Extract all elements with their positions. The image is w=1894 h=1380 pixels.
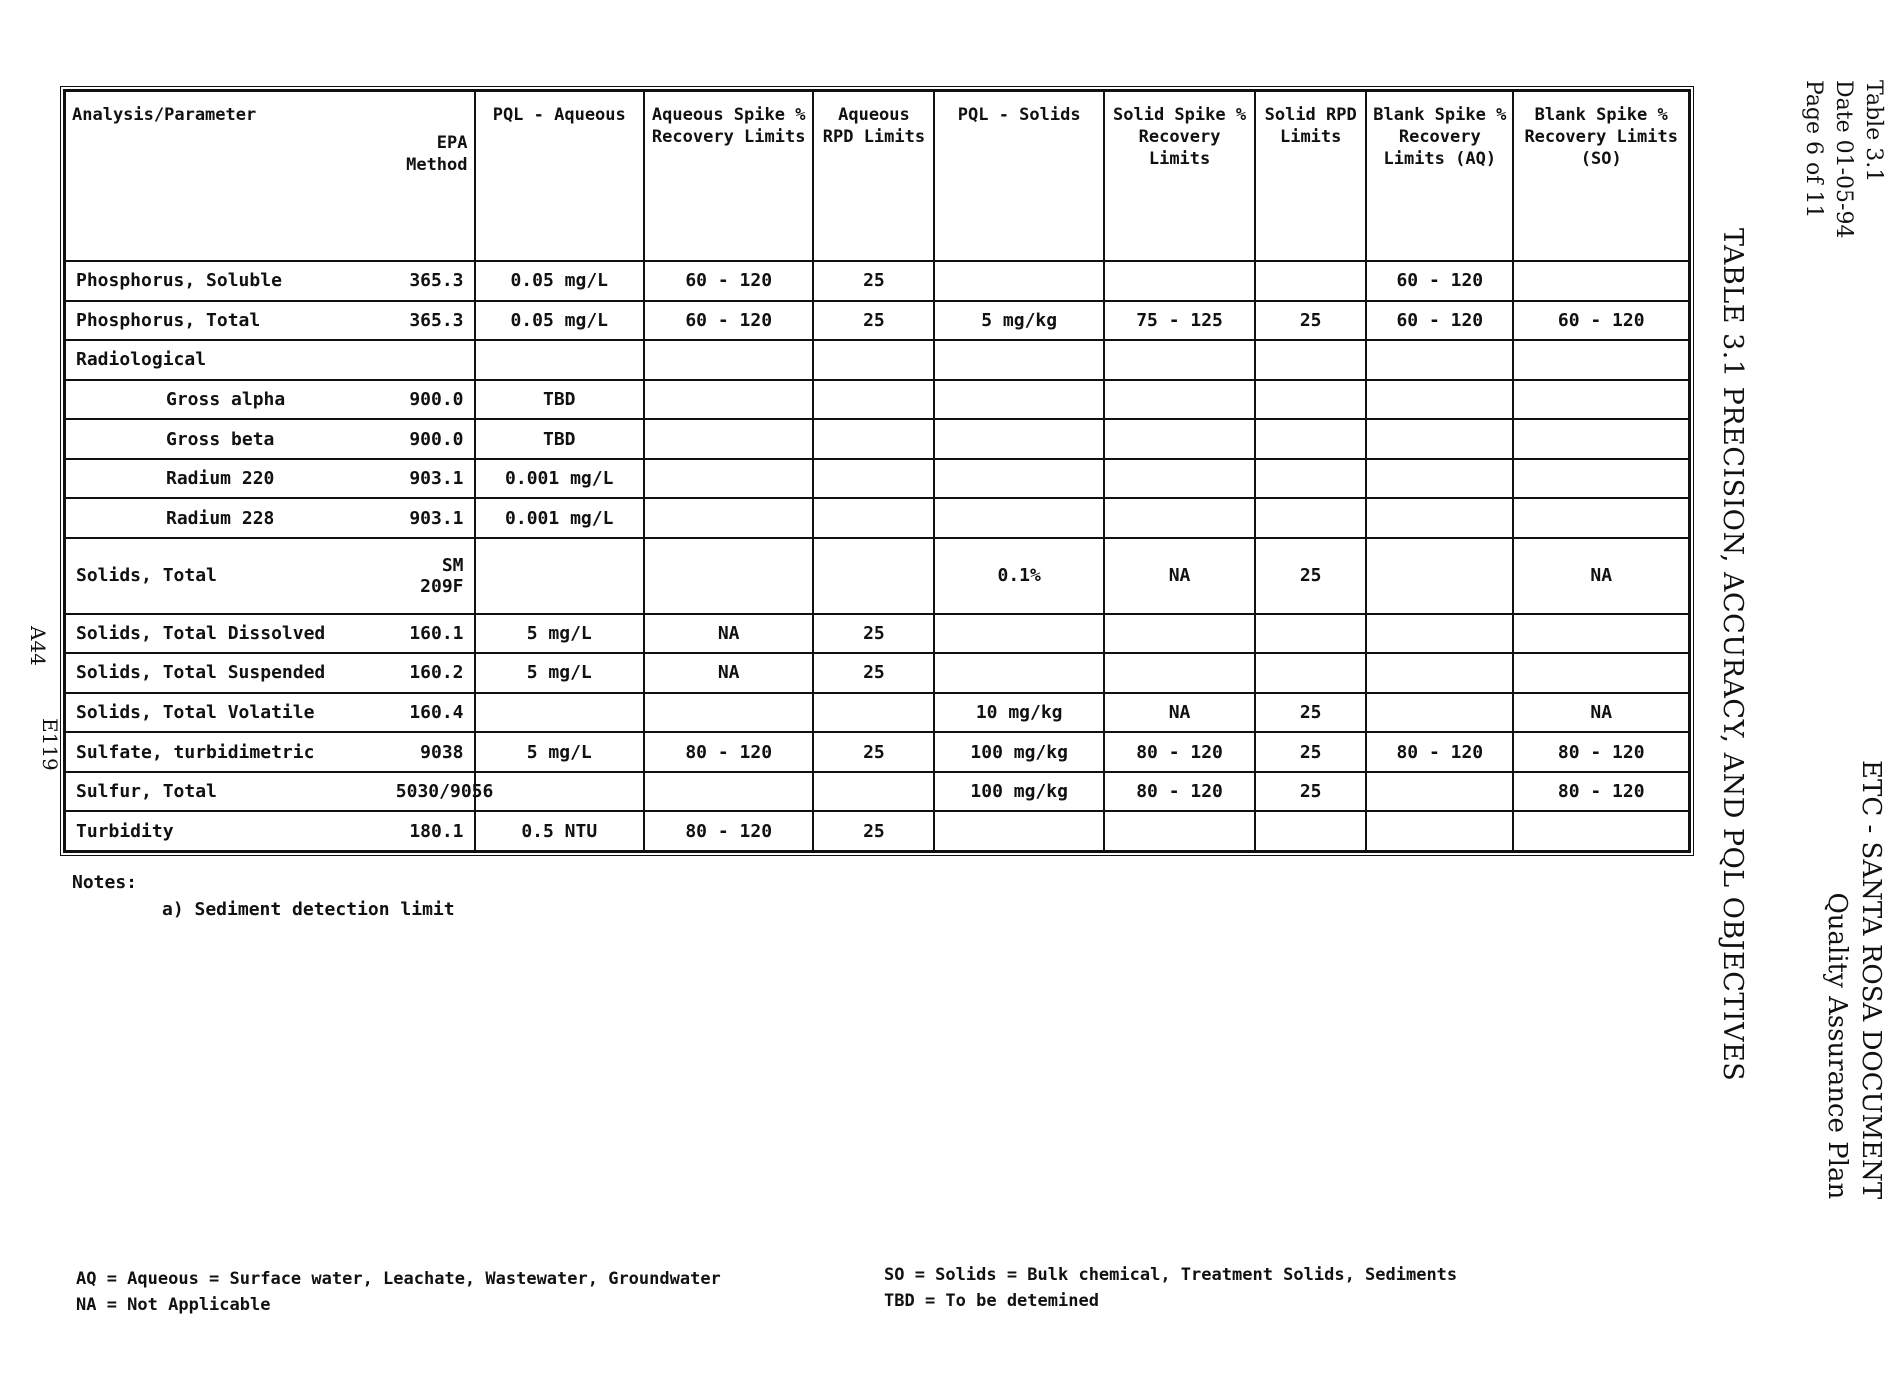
value-cell bbox=[1366, 419, 1513, 459]
value-cell: TBD bbox=[475, 419, 644, 459]
value-cell bbox=[813, 340, 934, 380]
document-subtitle: Quality Assurance Plan bbox=[1822, 892, 1852, 1200]
value-cell bbox=[813, 538, 934, 614]
parameter-name-cell: Solids, Total Dissolved bbox=[65, 614, 390, 654]
value-cell bbox=[1366, 340, 1513, 380]
table-title: TABLE 3.1 PRECISION, ACCURACY, AND PQL OBJECTIVES bbox=[1717, 228, 1748, 1082]
value-cell bbox=[934, 653, 1103, 693]
value-cell: 80 - 120 bbox=[1513, 772, 1689, 812]
value-cell: 25 bbox=[1255, 693, 1366, 733]
value-cell: 25 bbox=[813, 732, 934, 772]
parameter-name-cell: Solids, Total Volatile bbox=[65, 693, 390, 733]
notes-section bbox=[72, 872, 455, 920]
value-cell bbox=[1513, 459, 1689, 499]
parameter-name-cell: Solids, Total bbox=[65, 538, 390, 614]
value-cell bbox=[1513, 261, 1689, 301]
parameter-name-cell: Gross alpha bbox=[65, 380, 390, 420]
value-cell bbox=[1513, 419, 1689, 459]
document-title-block bbox=[1820, 760, 1888, 1199]
value-cell bbox=[1366, 653, 1513, 693]
table-row bbox=[65, 614, 1689, 654]
epa-method-cell: SM 209F bbox=[390, 538, 475, 614]
parameter-name-cell: Turbidity bbox=[65, 811, 390, 851]
parameter-name-cell: Sulfate, turbidimetric bbox=[65, 732, 390, 772]
table-row bbox=[65, 693, 1689, 733]
legend-so: SO = Solids = Bulk chemical, Treatment Solids, Sediments bbox=[884, 1265, 1458, 1285]
table-row bbox=[65, 340, 1689, 380]
value-cell bbox=[934, 380, 1103, 420]
parameter-name-cell: Radium 228 bbox=[65, 498, 390, 538]
value-cell bbox=[1104, 261, 1255, 301]
col-header-aqueous-rpd: Aqueous RPD Limits bbox=[813, 91, 934, 261]
value-cell bbox=[1255, 653, 1366, 693]
value-cell: 60 - 120 bbox=[1366, 261, 1513, 301]
value-cell: 0.5 NTU bbox=[475, 811, 644, 851]
value-cell bbox=[1366, 693, 1513, 733]
margin-code-a: A44 bbox=[26, 626, 50, 666]
value-cell bbox=[1513, 653, 1689, 693]
value-cell bbox=[644, 538, 813, 614]
value-cell: 60 - 120 bbox=[644, 301, 813, 341]
value-cell: 80 - 120 bbox=[1104, 732, 1255, 772]
value-cell: 60 - 120 bbox=[1366, 301, 1513, 341]
epa-method-cell: 903.1 bbox=[390, 459, 475, 499]
value-cell: 25 bbox=[813, 301, 934, 341]
value-cell bbox=[1104, 811, 1255, 851]
parameter-name-cell: Sulfur, Total bbox=[65, 772, 390, 812]
value-cell: TBD bbox=[475, 380, 644, 420]
value-cell bbox=[813, 693, 934, 733]
value-cell: 0.001 mg/L bbox=[475, 459, 644, 499]
value-cell bbox=[1255, 498, 1366, 538]
value-cell bbox=[644, 693, 813, 733]
value-cell bbox=[644, 772, 813, 812]
value-cell bbox=[1366, 459, 1513, 499]
epa-method-cell bbox=[390, 340, 475, 380]
table-row bbox=[65, 261, 1689, 301]
value-cell bbox=[1104, 653, 1255, 693]
value-cell bbox=[475, 772, 644, 812]
value-cell: 80 - 120 bbox=[1366, 732, 1513, 772]
col-header-parameter: Analysis/Parameter bbox=[65, 91, 390, 261]
value-cell: NA bbox=[644, 614, 813, 654]
epa-method-cell: 365.3 bbox=[390, 301, 475, 341]
value-cell bbox=[1513, 380, 1689, 420]
value-cell bbox=[934, 498, 1103, 538]
epa-method-cell: 160.4 bbox=[390, 693, 475, 733]
parameter-name-cell: Radiological bbox=[65, 340, 390, 380]
value-cell bbox=[1255, 811, 1366, 851]
epa-method-cell: 900.0 bbox=[390, 380, 475, 420]
value-cell bbox=[475, 693, 644, 733]
value-cell: 25 bbox=[813, 811, 934, 851]
value-cell: NA bbox=[1104, 693, 1255, 733]
legend-right bbox=[884, 1262, 1457, 1314]
value-cell: 80 - 120 bbox=[1513, 732, 1689, 772]
table-number: Table 3.1 bbox=[1861, 80, 1886, 183]
table-row bbox=[65, 772, 1689, 812]
value-cell bbox=[644, 380, 813, 420]
col-header-blank-spike-aq: Blank Spike % Recovery Limits (AQ) bbox=[1366, 91, 1513, 261]
value-cell: 5 mg/L bbox=[475, 653, 644, 693]
value-cell bbox=[934, 419, 1103, 459]
epa-method-cell: 900.0 bbox=[390, 419, 475, 459]
table-row bbox=[65, 380, 1689, 420]
value-cell: 0.001 mg/L bbox=[475, 498, 644, 538]
value-cell: 25 bbox=[1255, 732, 1366, 772]
value-cell bbox=[934, 614, 1103, 654]
value-cell: 5 mg/L bbox=[475, 732, 644, 772]
value-cell bbox=[1513, 614, 1689, 654]
legend-left bbox=[76, 1266, 721, 1318]
parameter-name-cell: Phosphorus, Soluble bbox=[65, 261, 390, 301]
value-cell: 60 - 120 bbox=[644, 261, 813, 301]
margin-code-b: E119 bbox=[38, 718, 62, 771]
col-header-pql-solids: PQL - Solids bbox=[934, 91, 1103, 261]
document-date: Date 01-05-94 bbox=[1831, 80, 1856, 239]
value-cell bbox=[1104, 459, 1255, 499]
value-cell: 25 bbox=[1255, 301, 1366, 341]
table-row bbox=[65, 653, 1689, 693]
value-cell: 25 bbox=[1255, 772, 1366, 812]
value-cell: 5 mg/kg bbox=[934, 301, 1103, 341]
table-row bbox=[65, 419, 1689, 459]
value-cell bbox=[475, 340, 644, 380]
value-cell: 75 - 125 bbox=[1104, 301, 1255, 341]
value-cell bbox=[934, 811, 1103, 851]
value-cell bbox=[1104, 380, 1255, 420]
value-cell bbox=[1513, 811, 1689, 851]
epa-method-cell: 160.1 bbox=[390, 614, 475, 654]
value-cell: 100 mg/kg bbox=[934, 732, 1103, 772]
value-cell bbox=[1513, 340, 1689, 380]
table-header-row bbox=[65, 91, 1689, 261]
value-cell bbox=[1104, 340, 1255, 380]
value-cell bbox=[1104, 498, 1255, 538]
value-cell bbox=[934, 459, 1103, 499]
value-cell bbox=[1366, 811, 1513, 851]
value-cell bbox=[1366, 772, 1513, 812]
parameter-name-cell: Radium 220 bbox=[65, 459, 390, 499]
value-cell bbox=[934, 340, 1103, 380]
value-cell bbox=[644, 459, 813, 499]
value-cell bbox=[1366, 498, 1513, 538]
value-cell bbox=[1366, 538, 1513, 614]
value-cell: 5 mg/L bbox=[475, 614, 644, 654]
col-header-aqueous-spike: Aqueous Spike % Recovery Limits bbox=[644, 91, 813, 261]
value-cell: 0.05 mg/L bbox=[475, 301, 644, 341]
col-header-epa-method: EPA Method bbox=[390, 91, 475, 261]
value-cell: 80 - 120 bbox=[644, 811, 813, 851]
value-cell: 25 bbox=[813, 261, 934, 301]
col-header-blank-spike-so: Blank Spike % Recovery Limits (SO) bbox=[1513, 91, 1689, 261]
table-row bbox=[65, 498, 1689, 538]
parameter-name-cell: Solids, Total Suspended bbox=[65, 653, 390, 693]
value-cell bbox=[934, 261, 1103, 301]
value-cell: 10 mg/kg bbox=[934, 693, 1103, 733]
value-cell bbox=[1255, 340, 1366, 380]
value-cell: NA bbox=[644, 653, 813, 693]
legend-na: NA = Not Applicable bbox=[76, 1295, 271, 1315]
value-cell bbox=[1513, 498, 1689, 538]
notes-label: Notes: bbox=[72, 872, 138, 893]
table-row bbox=[65, 301, 1689, 341]
value-cell bbox=[813, 498, 934, 538]
document-title: ETC - SANTA ROSA DOCUMENT bbox=[1856, 760, 1886, 1200]
table-body bbox=[65, 261, 1689, 851]
value-cell bbox=[1255, 419, 1366, 459]
value-cell bbox=[1255, 261, 1366, 301]
value-cell bbox=[644, 498, 813, 538]
value-cell: 80 - 120 bbox=[644, 732, 813, 772]
value-cell: NA bbox=[1513, 538, 1689, 614]
value-cell bbox=[1366, 380, 1513, 420]
value-cell bbox=[813, 459, 934, 499]
qa-table-frame bbox=[60, 86, 1694, 856]
value-cell bbox=[1104, 419, 1255, 459]
value-cell: 25 bbox=[813, 653, 934, 693]
value-cell bbox=[1366, 614, 1513, 654]
parameter-name-cell: Phosphorus, Total bbox=[65, 301, 390, 341]
value-cell: 25 bbox=[813, 614, 934, 654]
value-cell bbox=[644, 419, 813, 459]
parameter-name-cell: Gross beta bbox=[65, 419, 390, 459]
legend-aq: AQ = Aqueous = Surface water, Leachate, Wastewater, Groundwater bbox=[76, 1269, 721, 1289]
page-number: Page 6 of 11 bbox=[1801, 80, 1826, 219]
value-cell bbox=[475, 538, 644, 614]
col-header-solid-spike: Solid Spike % Recovery Limits bbox=[1104, 91, 1255, 261]
value-cell bbox=[813, 772, 934, 812]
value-cell bbox=[1255, 380, 1366, 420]
value-cell bbox=[813, 419, 934, 459]
value-cell bbox=[1255, 459, 1366, 499]
table-row bbox=[65, 459, 1689, 499]
col-header-solid-rpd: Solid RPD Limits bbox=[1255, 91, 1366, 261]
table-row bbox=[65, 732, 1689, 772]
value-cell: 100 mg/kg bbox=[934, 772, 1103, 812]
value-cell bbox=[1104, 614, 1255, 654]
value-cell: 60 - 120 bbox=[1513, 301, 1689, 341]
epa-method-cell: 160.2 bbox=[390, 653, 475, 693]
value-cell bbox=[813, 380, 934, 420]
note-item: a) Sediment detection limit bbox=[162, 899, 455, 920]
value-cell: 25 bbox=[1255, 538, 1366, 614]
table-row bbox=[65, 811, 1689, 851]
value-cell: 0.1% bbox=[934, 538, 1103, 614]
table-row bbox=[65, 538, 1689, 614]
epa-method-cell: 903.1 bbox=[390, 498, 475, 538]
col-header-pql-aqueous: PQL - Aqueous bbox=[475, 91, 644, 261]
value-cell bbox=[1255, 614, 1366, 654]
document-header-info bbox=[1798, 80, 1888, 238]
value-cell: 0.05 mg/L bbox=[475, 261, 644, 301]
value-cell: NA bbox=[1104, 538, 1255, 614]
value-cell bbox=[644, 340, 813, 380]
precision-accuracy-table bbox=[64, 90, 1690, 852]
epa-method-cell: 5030/9056 bbox=[390, 772, 475, 812]
epa-method-cell: 180.1 bbox=[390, 811, 475, 851]
value-cell: 80 - 120 bbox=[1104, 772, 1255, 812]
value-cell: NA bbox=[1513, 693, 1689, 733]
epa-method-cell: 365.3 bbox=[390, 261, 475, 301]
legend-tbd: TBD = To be detemined bbox=[884, 1291, 1099, 1311]
epa-method-cell: 9038 bbox=[390, 732, 475, 772]
